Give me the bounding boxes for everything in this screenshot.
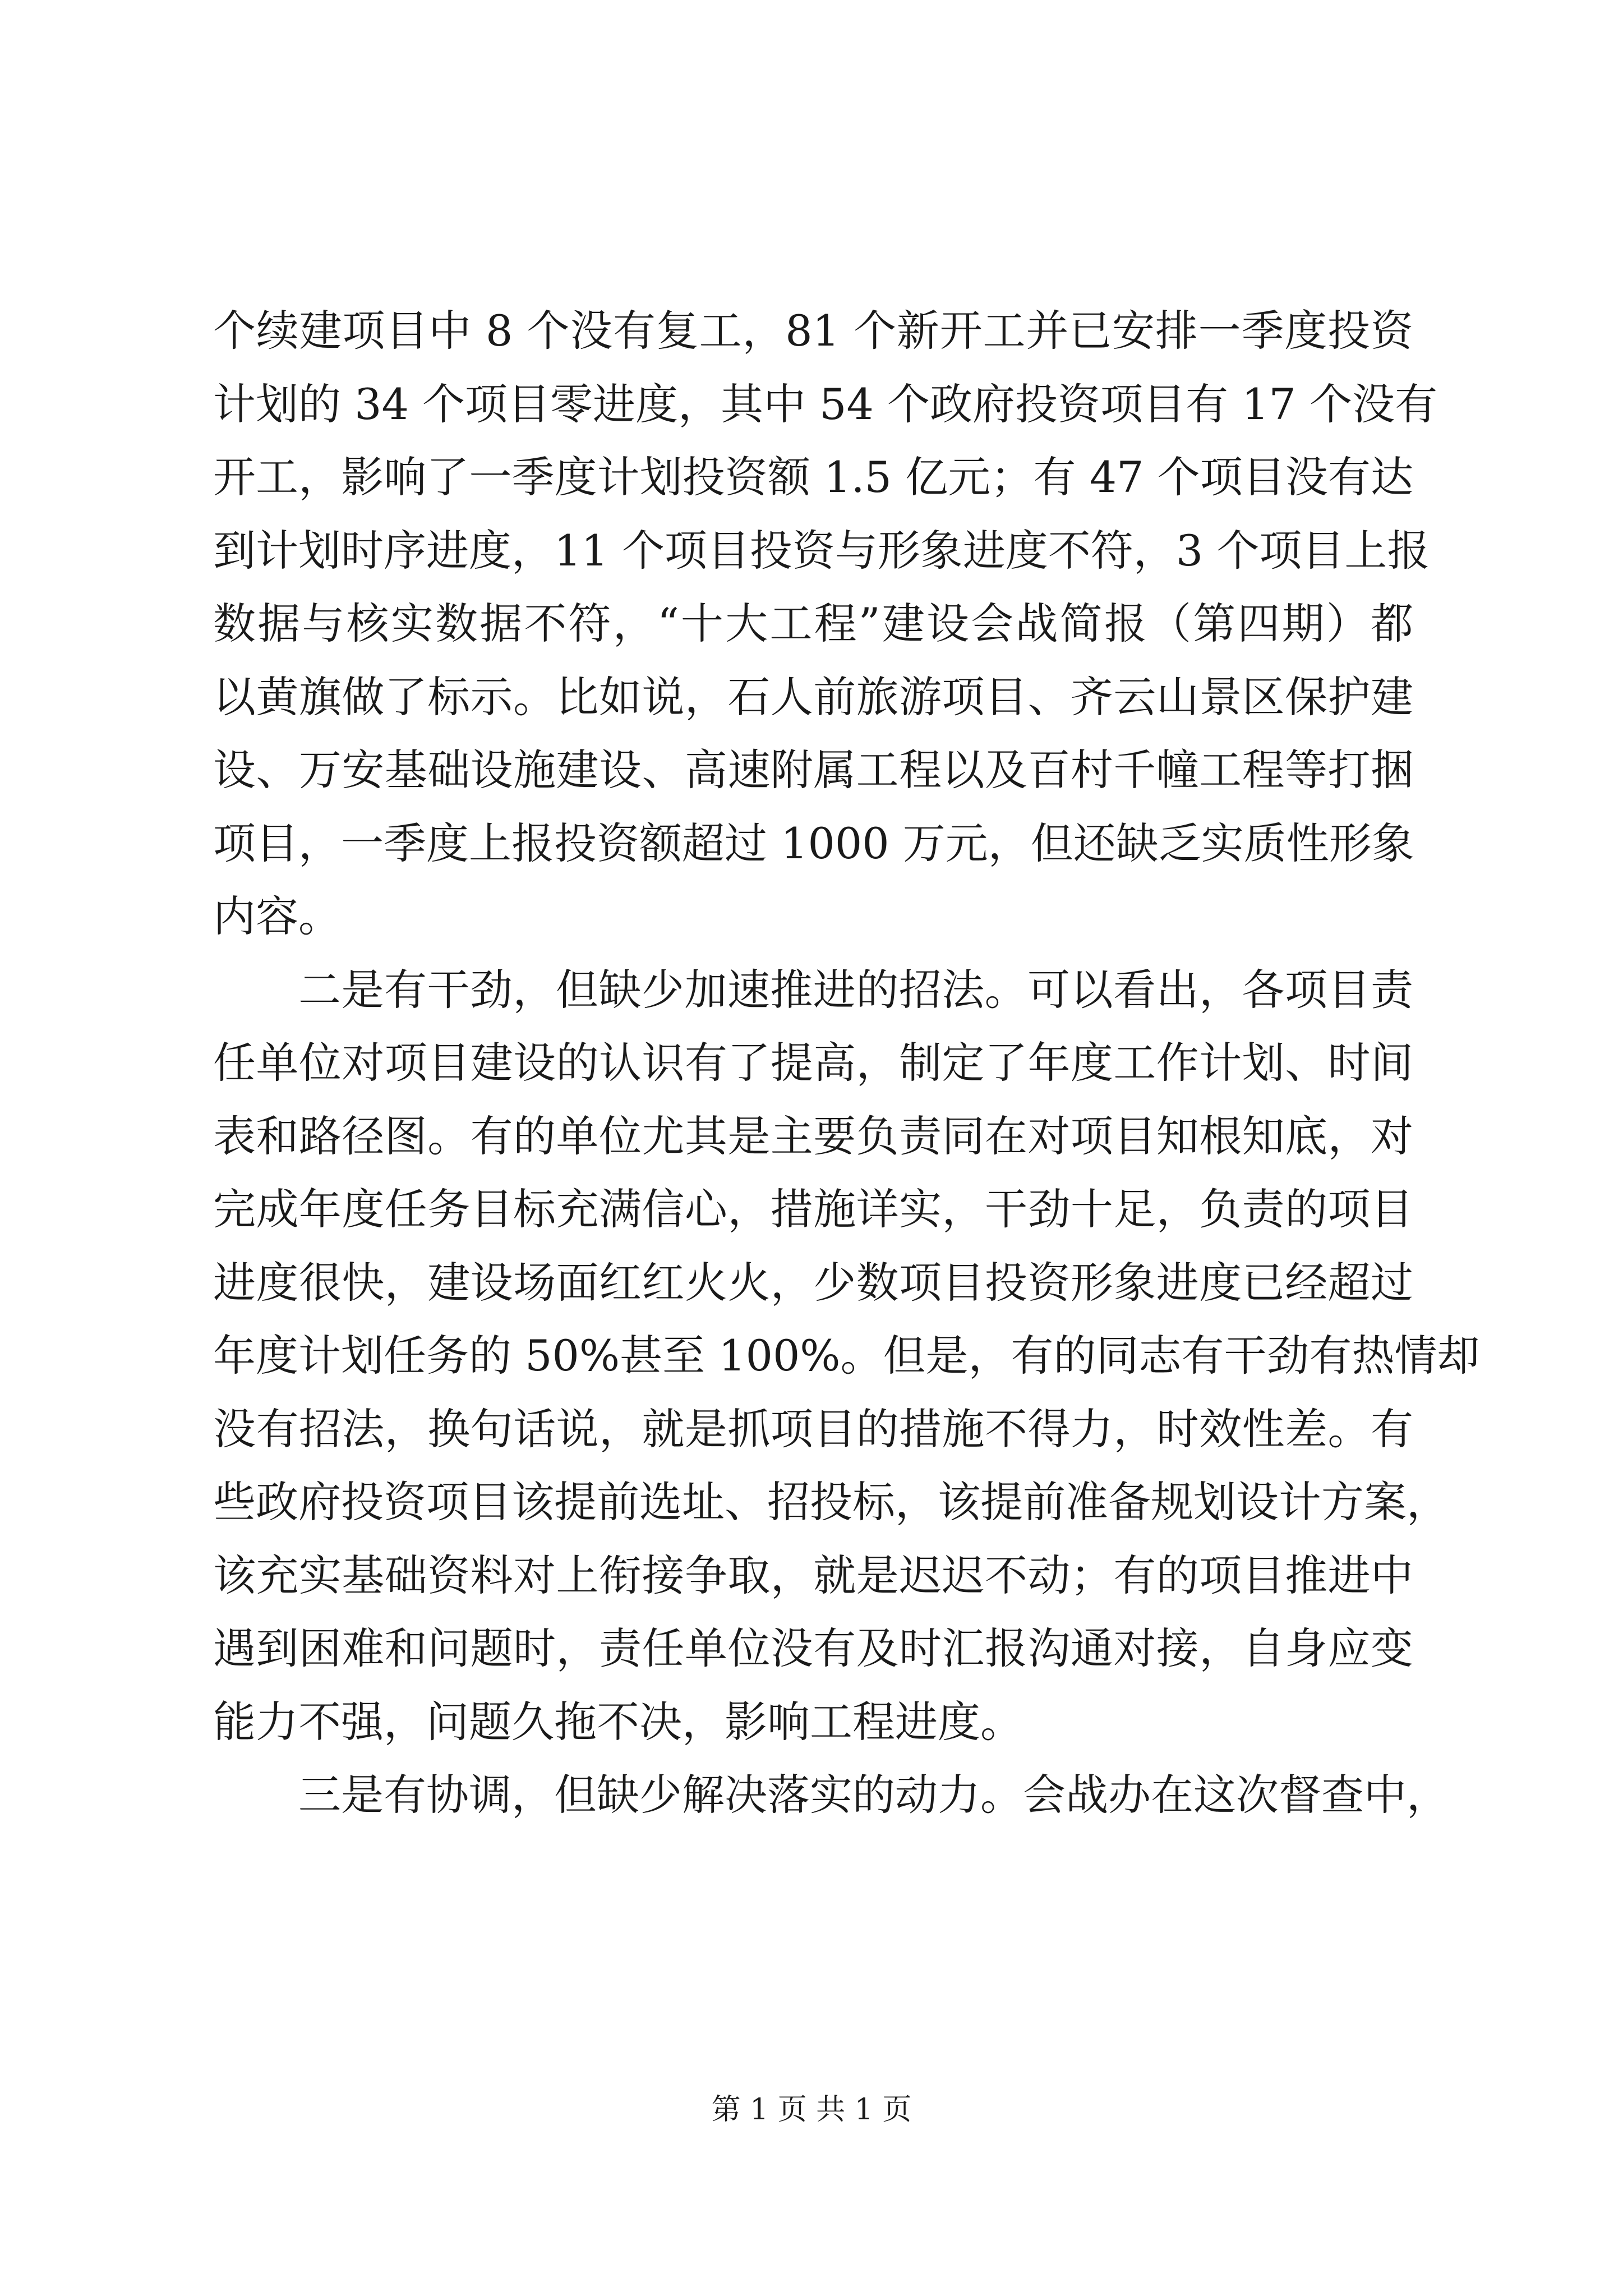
text-line-17: 些政府投资项目该提前选址、招投标，该提前准备规划设计方案， bbox=[213, 1477, 1449, 1527]
text-line-4: 到计划时序进度，11 个项目投资与形象进度不符，3 个项目上报 bbox=[213, 526, 1430, 576]
text-line-6: 以黄旗做了标示。比如说，石人前旅游项目、齐云山景区保护建 bbox=[213, 672, 1413, 722]
page-footer: 第 1 页 共 1 页 bbox=[711, 2093, 912, 2127]
text-line-8: 项目，一季度上报投资额超过 1000 万元，但还缺乏实质性形象 bbox=[213, 818, 1414, 868]
text-line-7: 设、万安基础设施建设、高速附属工程以及百村千幢工程等打捆 bbox=[213, 745, 1413, 795]
text-line-3: 开工，影响了一季度计划投资额 1.5 亿元；有 47 个项目没有达 bbox=[213, 452, 1413, 502]
text-line-14: 进度很快，建设场面红红火火，少数项目投资形象进度已经超过 bbox=[213, 1258, 1413, 1308]
text-line-9: 内容。 bbox=[213, 891, 341, 941]
text-line-11: 任单位对项目建设的认识有了提高，制定了年度工作计划、时间 bbox=[213, 1038, 1413, 1088]
paragraph-3-first-line: 三是有协调，但缺少解决落实的动力。会战办在这次督查中， bbox=[298, 1770, 1449, 1820]
text-line-18: 该充实基础资料对上衔接争取，就是迟迟不动；有的项目推进中 bbox=[213, 1550, 1413, 1600]
text-line-16: 没有招法，换句话说，就是抓项目的措施不得力，时效性差。有 bbox=[213, 1404, 1413, 1454]
text-line-5: 数据与核实数据不符，“十大工程”建设会战简报（第四期）都 bbox=[213, 599, 1413, 648]
text-line-1: 个续建项目中 8 个没有复工，81 个新开工并已安排一季度投资 bbox=[213, 306, 1413, 356]
text-line-2: 计划的 34 个项目零进度，其中 54 个政府投资项目有 17 个没有 bbox=[213, 379, 1438, 429]
text-line-15: 年度计划任务的 50%甚至 100%。但是，有的同志有干劲有热情却 bbox=[213, 1331, 1480, 1381]
text-line-19: 遇到困难和问题时，责任单位没有及时汇报沟通对接，自身应变 bbox=[213, 1623, 1413, 1673]
paragraph-2-first-line: 二是有干劲，但缺少加速推进的招法。可以看出，各项目责 bbox=[298, 965, 1413, 1015]
text-line-13: 完成年度任务目标充满信心，措施详实，干劲十足，负责的项目 bbox=[213, 1184, 1413, 1234]
text-line-20: 能力不强，问题久拖不决，影响工程进度。 bbox=[213, 1697, 1023, 1747]
text-line-12: 表和路径图。有的单位尤其是主要负责同在对项目知根知底，对 bbox=[213, 1111, 1413, 1161]
